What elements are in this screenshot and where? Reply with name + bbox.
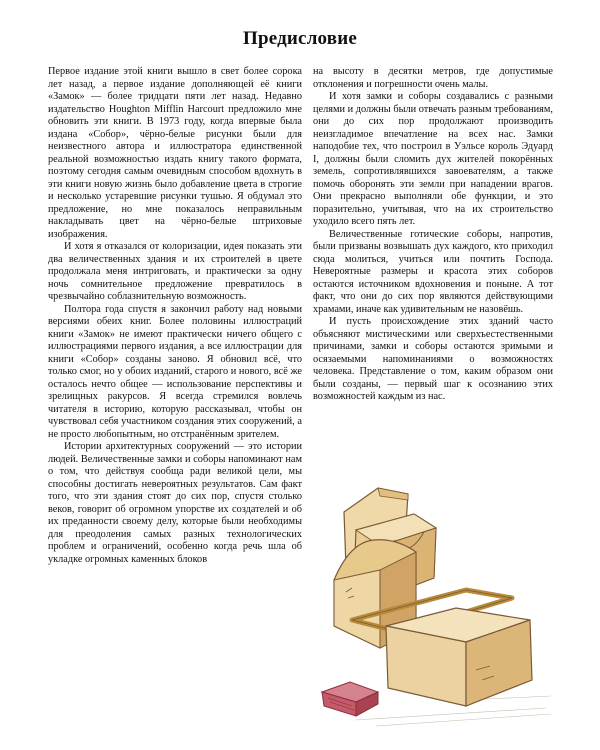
paragraph: Величественные готические соборы, напротив, были призваны возвышать дух каждого, кто приходил сюда молиться, учиться или почтить Господа. Невероятные размеры и красота этих соборов остаются источником вдохновения и поныне. А тот факт, что они до сих пор являются действующими храмами, иначе как удивительным не назовёшь. xyxy=(313,228,553,315)
page-title: Предисловие xyxy=(242,28,358,49)
paragraph: Полтора года спустя я закончил работу над новыми версиями обеих книг. Более половины иллюстраций книги «Замок» не имеют практически ничего общего с иллюстрациями первого издания, а все иллюстрации для книги «Собор» созданы заново. Я обновил всё, что только смог, но у обоих изданий, старого и нового, всё же осталось нечто общее — использование перспективы и зрелищных ракурсов. Я всегда стремился вовлечь читателя в историю, которую рассказывал, чтобы он чувствовал себя участником создания этих сооружений, а не просто любопытным, но отстранённым зрителем. xyxy=(48,303,302,440)
stone-blocks-drawing xyxy=(316,470,556,732)
left-column xyxy=(48,66,302,566)
paragraph: Истории архитектурных сооружений — это истории людей. Величественные замки и соборы напоминают нам о том, что действуя сообща ради великой цели, мы способны достигать невероятных результатов. Сам факт того, что эти здания стоят до сих пор, спустя столько веков, говорит об огромном упорстве их создателей и об их преданности своему делу, которые были необходимы для преодоления самых разных технологических проблем и ограничений, особенно когда речь шла об укладке огромных каменных блоков xyxy=(48,441,302,565)
paragraph: И пусть происхождение этих зданий часто объясняют мистическими или сверхъестественными причинами, замки и соборы остаются зримыми и осязаемыми напоминаниями о возможностях человека. Представление о том, каким образом они были созданы, — первый шаг к осознанию этих возможностей каждым из нас. xyxy=(313,316,553,402)
stone-blocks-illustration xyxy=(316,470,556,732)
right-column xyxy=(313,66,553,404)
paragraph: на высоту в десятки метров, где допустимые отклонения и погрешности очень малы. xyxy=(313,66,553,90)
paragraph: Первое издание этой книги вышло в свет более сорока лет назад, а первое издание дополняющей её книги «Замок» — более тридцати пяти лет назад. Недавно издательство Houghton Mifflin Harcourt предложило мне обновить эти книги. В 1973 году, когда впервые была издана «Собор», чёрно-белые рисунки были для неизвестного автора и иллюстратора единственной реальной возможностью издать книгу такого формата, поэтому сегодня самым очевидным способом вдохнуть в эти книги новую жизнь было добавление цвета в строгие и несколько устаревшие рисунки тушью. Я обдумал это предложение, но мне показалось неправильным накладывать цвет на чёрно-белые штриховые изображения. xyxy=(48,66,302,240)
paragraph: И хотя я отказался от колоризации, идея показать эти два величественных здания и их строителей в цвете продолжала меня интриговать, и практически за одну ночь сомнительное предложение превратилось в чрезвычайно соблазнительную возможность. xyxy=(48,241,302,302)
paragraph: И хотя замки и соборы создавались с разными целями и должны были отвечать разным требованиям, они до сих пор продолжают производить неизгладимое впечатление на всех нас. Замки наподобие тех, что построил в Уэльсе король Эдуард I, должны были сломить дух жителей покорённых земель, сопротивлявшихся завоевателям, а также помочь оборонять эти земли при нападении врагов. Они прекрасно выполняли обе функции, и это поразительно, учитывая, что на их строительство уходило всего пять лет. xyxy=(313,91,553,227)
